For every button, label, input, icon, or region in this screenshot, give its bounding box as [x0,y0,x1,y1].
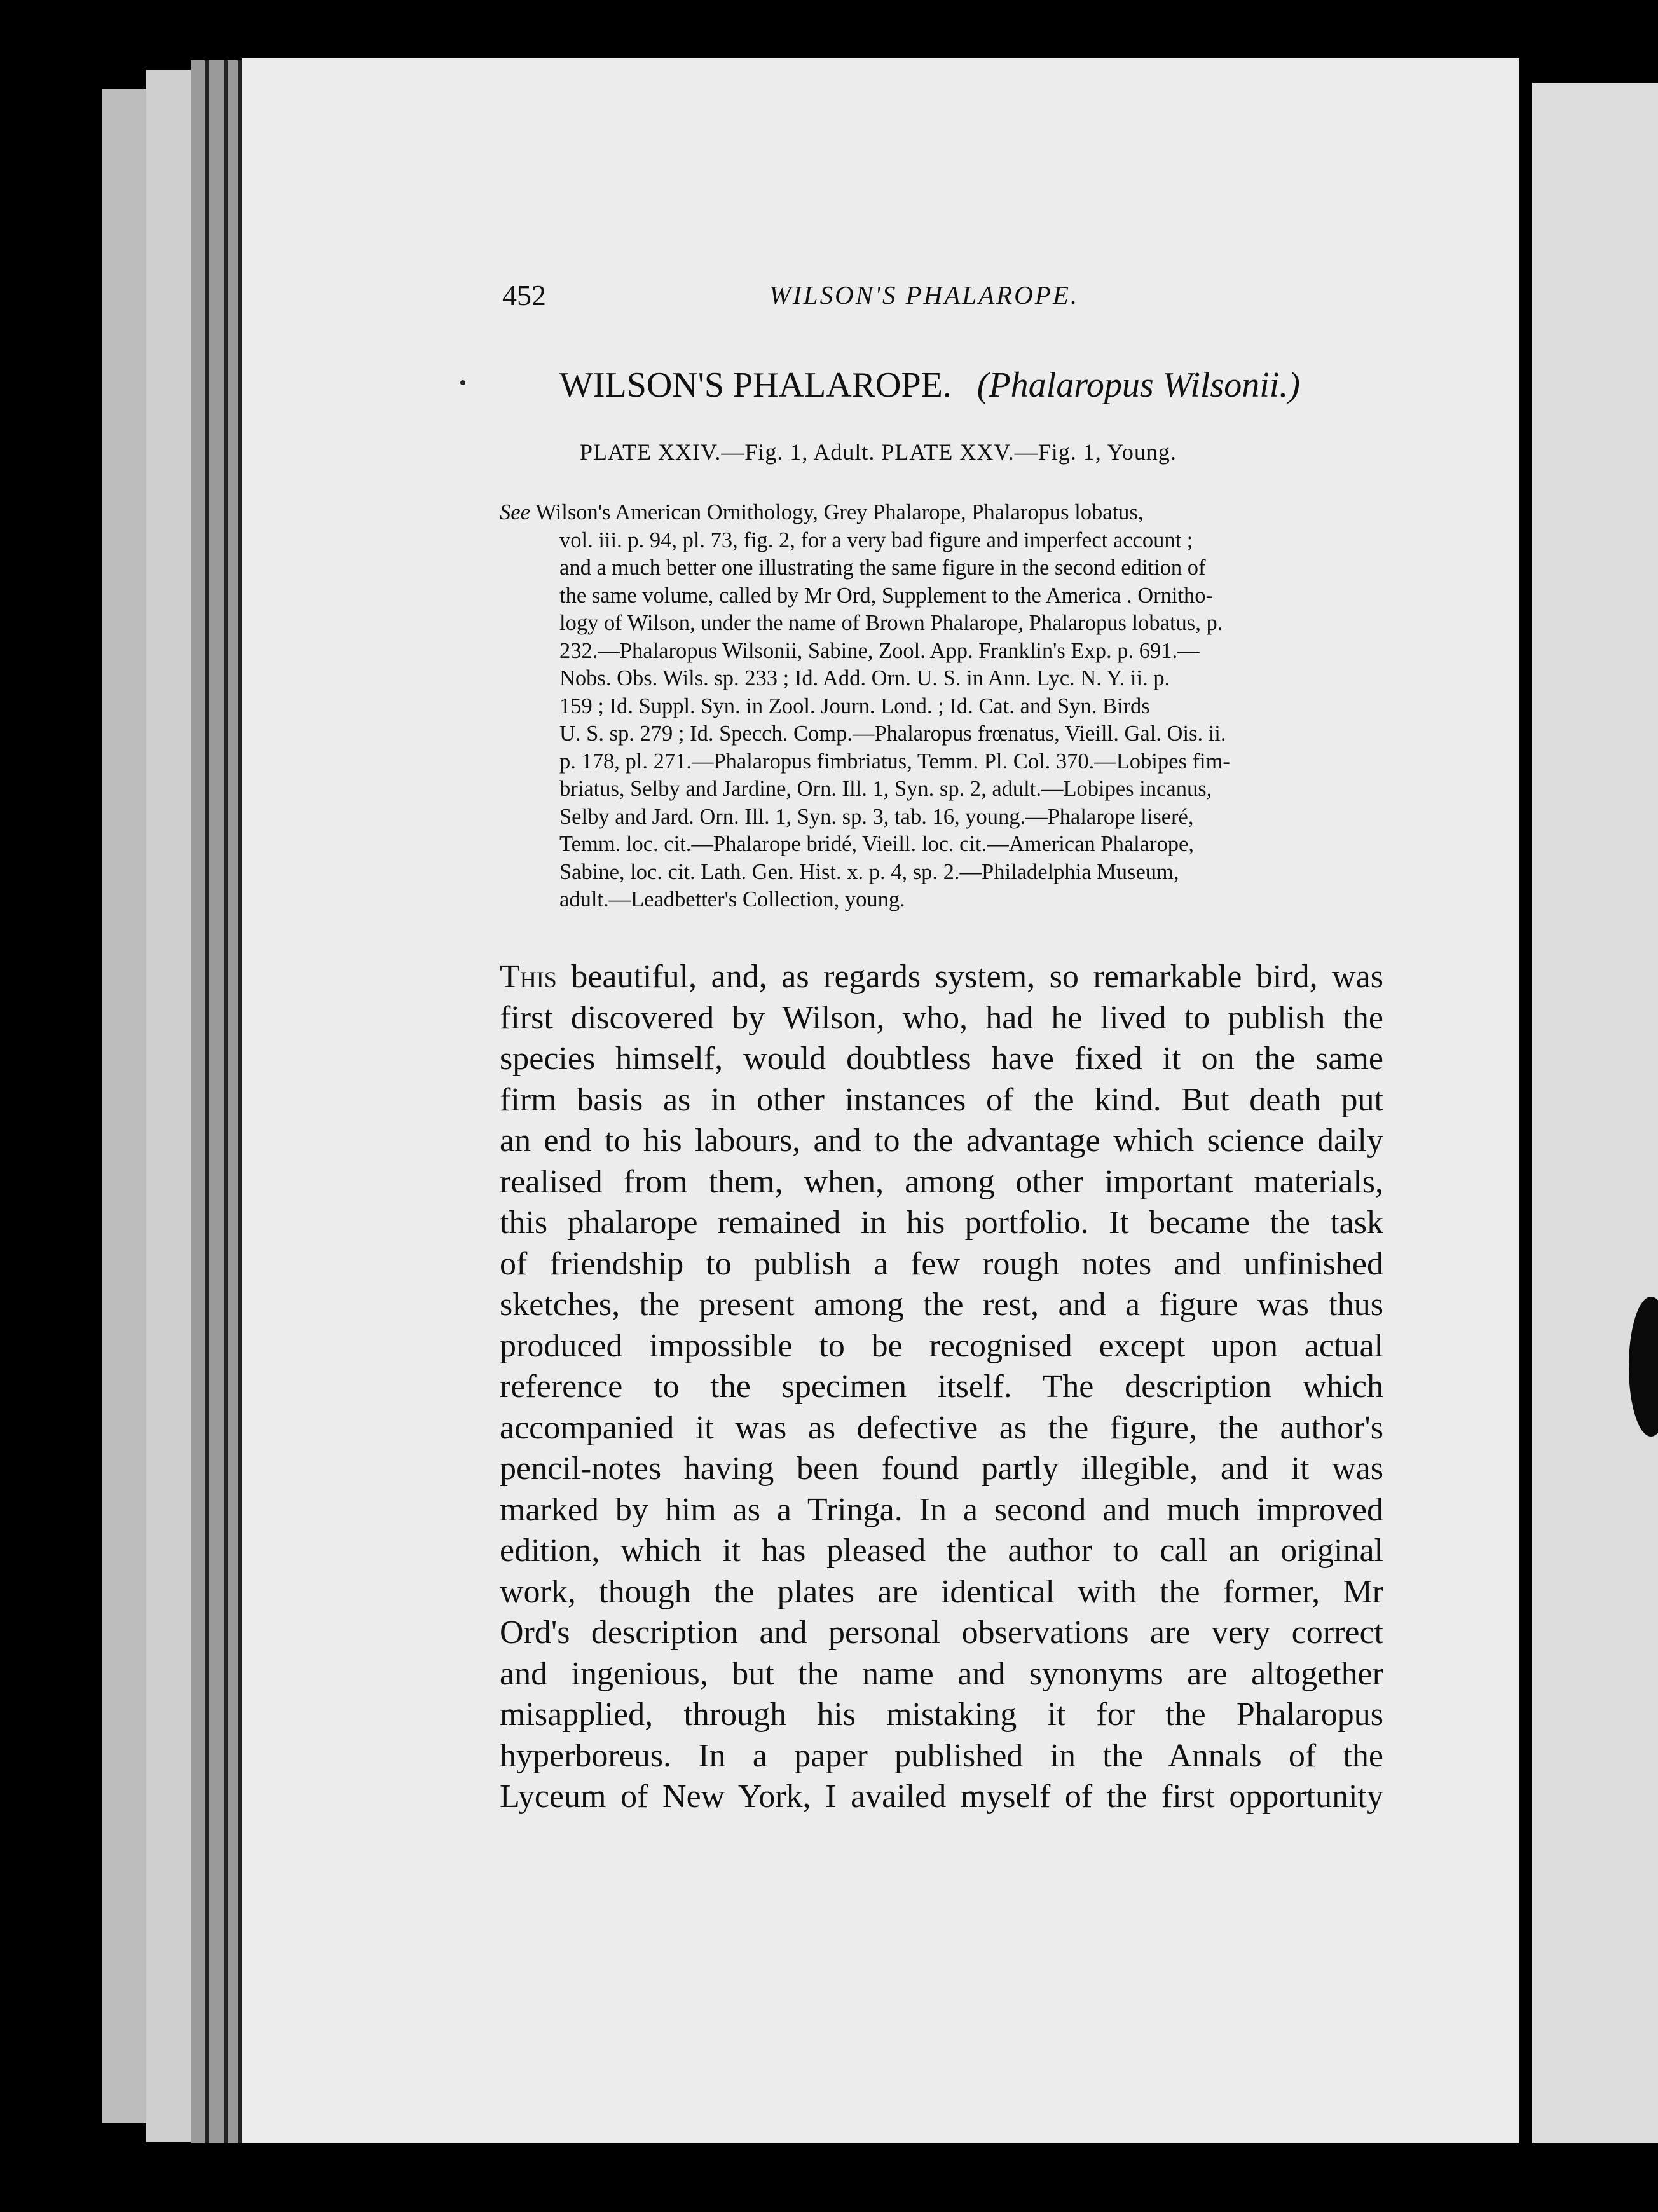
body-line [500,1449,1383,1490]
synonymy-line [500,554,1390,582]
synonymy-text: Nobs. Obs. Wils. sp. 233 ; Id. Add. Orn. U. S. in Ann. Lyc. N. Y. ii. p. [559,666,1170,690]
synonymy-block [500,499,1390,914]
running-head [502,278,1380,317]
body-line [500,1203,1383,1244]
body-line-text: reference to the specimen itself. The description which [500,1369,1383,1405]
body-line-text: of friendship to publish a few rough notes and unfinished [500,1245,1383,1282]
see-label: See [500,500,536,524]
body-paragraph [500,957,1383,1818]
body-line [500,1736,1383,1777]
synonymy-line [500,803,1390,831]
synonymy-line [500,582,1390,610]
page-number: 452 [502,279,546,311]
plate-reference: PLATE XXIV.—Fig. 1, Adult. PLATE XXV.—Fig. 1, Young. [580,439,1177,465]
synonymy-line [500,748,1390,776]
body-line-text: Lyceum of New York, I availed myself of the first opportunity [500,1778,1383,1815]
synonymy-text: Wilson's American Ornithology, Grey Phalarope, Phalaropus lobatus, [535,500,1144,524]
synonymy-text: vol. iii. p. 94, pl. 73, fig. 2, for a very bad figure and imperfect account ; [559,528,1193,552]
article-title [559,365,1386,406]
page-edge-line [205,60,209,2152]
body-line [500,1654,1383,1695]
body-line-text: this phalarope remained in his portfolio. It became the task [500,1205,1383,1241]
synonymy-line [500,693,1390,721]
body-line-text: edition, which it has pleased the author to call an original [500,1533,1383,1569]
synonymy-text: the same volume, called by Mr Ord, Supplement to the America . Ornitho- [559,583,1214,608]
synonymy-text: Selby and Jard. Orn. Ill. 1, Syn. sp. 3, tab. 16, young.—Phalarope liseré, [559,804,1194,829]
body-line [500,1695,1383,1736]
opening-word: This [500,959,557,995]
body-line-text: sketches, the present among the rest, and a figure was thus [500,1287,1383,1323]
synonymy-line [500,610,1390,638]
body-line [500,1285,1383,1326]
body-line-text: an end to his labours, and to the advantage which science daily [500,1123,1383,1159]
synonymy-text: 232.—Phalaropus Wilsonii, Sabine, Zool. App. Franklin's Exp. p. 691.— [559,638,1200,663]
synonymy-text: adult.—Leadbetter's Collection, young. [559,887,905,911]
body-line-text: hyperboreus. In a paper published in the Annals of the [500,1737,1383,1774]
body-line-text: produced impossible to be recognised except upon actual [500,1327,1383,1364]
body-line [500,1777,1383,1818]
body-line [500,1613,1383,1654]
body-line [500,1162,1383,1203]
synonymy-line [500,886,1390,914]
synonymy-text: logy of Wilson, under the name of Brown Phalarope, Phalaropus lobatus, p. [559,611,1223,635]
running-title: WILSON'S PHALAROPE. [769,280,1079,310]
body-line-text: marked by him as a Tringa. In a second and much improved [500,1491,1383,1528]
body-line-text: and ingenious, but the name and synonyms are altogether [500,1655,1383,1692]
body-line [500,1121,1383,1162]
synonymy-text: 159 ; Id. Suppl. Syn. in Zool. Journ. Lond. ; Id. Cat. and Syn. Birds [559,693,1150,718]
body-line-text: beautiful, and, as regards system, so remarkable bird, was [556,959,1383,995]
body-line [500,1039,1383,1080]
synonymy-line [500,831,1390,859]
body-line-text: accompanied it was as defective as the figure, the author's [500,1409,1383,1446]
body-line [500,1490,1383,1531]
body-line-text: work, though the plates are identical with the former, Mr [500,1573,1383,1610]
synonymy-line [500,527,1390,555]
body-line [500,957,1383,998]
stray-mark [460,380,465,385]
synonymy-line [500,720,1390,748]
body-line [500,1408,1383,1449]
body-line [500,1326,1383,1367]
common-name: WILSON'S PHALAROPE. [559,365,952,405]
synonymy-line [500,638,1390,666]
synonymy-text: U. S. sp. 279 ; Id. Specch. Comp.—Phalaropus frœnatus, Vieill. Gal. Ois. ii. [559,721,1226,746]
synonymy-text: briatus, Selby and Jardine, Orn. Ill. 1, Syn. sp. 2, adult.—Lobipes incanus, [559,777,1212,801]
facing-page [1532,83,1658,2155]
synonymy-line [500,775,1390,803]
synonymy-line [500,499,1390,527]
body-line-text: species himself, would doubtless have fixed it on the same [500,1041,1383,1077]
body-line [500,1244,1383,1285]
body-line [500,998,1383,1039]
synonymy-text: p. 178, pl. 271.—Phalaropus fimbriatus, Temm. Pl. Col. 370.—Lobipes fim- [559,749,1230,774]
synonymy-line [500,665,1390,693]
body-line-text: realised from them, when, among other important materials, [500,1163,1383,1200]
synonymy-line [500,859,1390,887]
scan-border [0,2143,1658,2212]
body-line-text: first discovered by Wilson, who, had he lived to publish the [500,999,1383,1036]
body-line [500,1531,1383,1572]
body-line [500,1080,1383,1121]
body-line-text: pencil-notes having been found partly illegible, and it was [500,1451,1383,1487]
body-line [500,1572,1383,1613]
body-line [500,1367,1383,1408]
synonymy-text: Sabine, loc. cit. Lath. Gen. Hist. x. p. 4, sp. 2.—Philadelphia Museum, [559,859,1179,884]
body-line-text: Ord's description and personal observations are very correct [500,1615,1383,1651]
synonymy-text: and a much better one illustrating the same figure in the second edition of [559,556,1206,580]
page-edge-shadow [191,60,242,2152]
body-line-text: firm basis as in other instances of the kind. But death put [500,1081,1383,1118]
synonymy-text: Temm. loc. cit.—Phalarope bridé, Vieill. loc. cit.—American Phalarope, [559,832,1194,856]
page-edge-line [224,60,228,2152]
body-line-text: misapplied, through his mistaking it for the Phalaropus [500,1697,1383,1733]
scientific-name: (Phalaropus Wilsonii.) [976,365,1300,405]
